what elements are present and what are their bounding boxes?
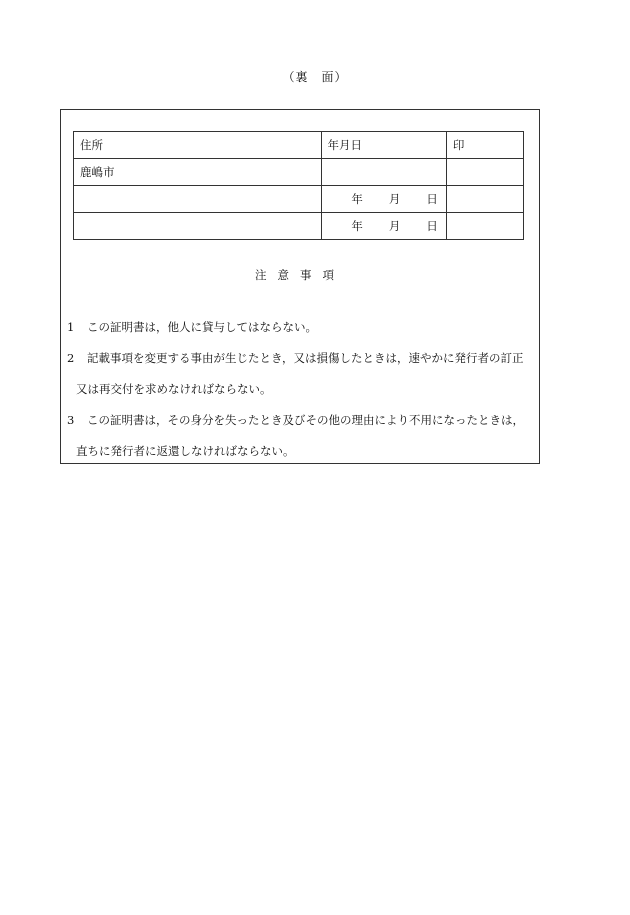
address-header: 住所 xyxy=(74,132,322,159)
seal-cell xyxy=(446,213,523,240)
certificate-back-frame xyxy=(60,109,540,464)
date-cell xyxy=(321,159,446,186)
year-label: 年 xyxy=(351,219,363,233)
note-item-3-continued: 直ちに発行者に返還しなければならない。 xyxy=(76,444,295,458)
notes-list xyxy=(67,312,537,467)
table-row xyxy=(74,213,524,240)
table-row xyxy=(74,159,524,186)
date-cell xyxy=(321,213,446,240)
seal-cell xyxy=(446,186,523,213)
month-label: 月 xyxy=(388,192,401,206)
seal-cell xyxy=(446,159,523,186)
note-item-1 xyxy=(67,312,537,343)
notes-title: 注意事項 xyxy=(255,268,345,282)
page-heading: （裏 面） xyxy=(282,70,348,84)
month-label: 月 xyxy=(388,219,401,233)
note-number: 3 xyxy=(67,413,75,427)
seal-header: 印 xyxy=(446,132,523,159)
note-text: この証明書は，他人に貸与してはならない。 xyxy=(87,320,317,334)
year-label: 年 xyxy=(351,192,363,206)
address-change-table xyxy=(73,131,524,240)
note-item-3 xyxy=(67,405,537,436)
address-cell xyxy=(74,213,322,240)
note-number: 2 xyxy=(67,351,75,365)
day-label: 日 xyxy=(426,192,438,206)
note-item-2-continued: 又は再交付を求めなければならない。 xyxy=(76,382,272,396)
address-cell xyxy=(74,186,322,213)
date-header: 年月日 xyxy=(321,132,446,159)
note-text: 記載事項を変更する事由が生じたとき，又は損傷したときは，速やかに発行者の訂正 xyxy=(87,351,524,365)
date-cell xyxy=(321,186,446,213)
note-number: 1 xyxy=(67,320,75,334)
note-text: この証明書は，その身分を失ったとき及びその他の理由により不用になったときは， xyxy=(87,413,524,427)
note-item-2 xyxy=(67,343,537,374)
table-row xyxy=(74,186,524,213)
day-label: 日 xyxy=(426,219,438,233)
address-cell: 鹿嶋市 xyxy=(74,159,322,186)
table-header-row xyxy=(74,132,524,159)
